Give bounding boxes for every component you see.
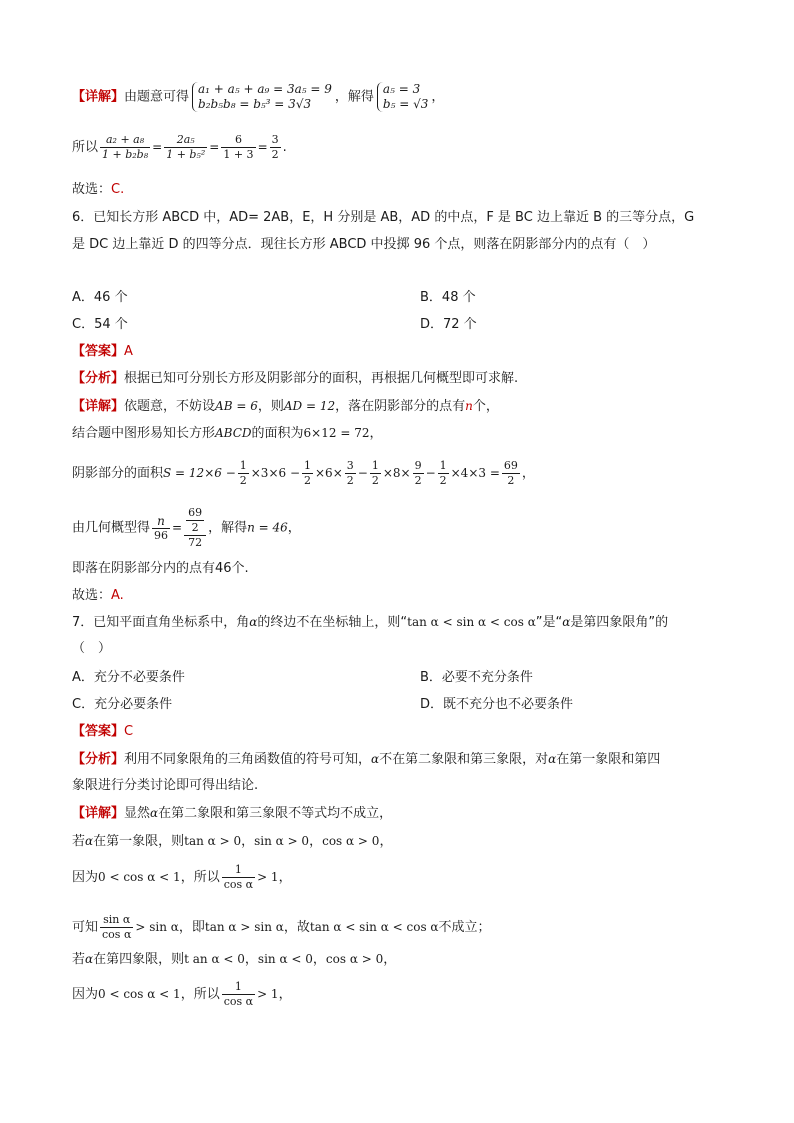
fraction: $\frac{\text{sin α}}{\text{cos α}}$ xyxy=(102,913,132,941)
equation-system xyxy=(192,82,332,112)
q7-stem-line2: （ ） xyxy=(72,641,112,656)
option-a: A．46 个 xyxy=(72,290,128,305)
q7-case4-line: 若α在第四象限，则t an α < 0，sin α < 0，cos α > 0， xyxy=(72,952,397,967)
q7-option-row xyxy=(72,696,574,714)
answer-value: C xyxy=(124,724,134,739)
fraction: $\frac{\text{2a₅}}{\text{1 + b₅²}}$ xyxy=(166,133,206,161)
q6-option-row xyxy=(72,316,477,334)
answer-tag: 【答案】 xyxy=(72,724,125,739)
q7-analysis-line2: 象限进行分类讨论即可得出结论. xyxy=(72,778,259,793)
detail-text: ，解得 xyxy=(334,89,374,105)
answer-tag: 【答案】 xyxy=(72,344,125,359)
q7-stem-line1: 7．已知平面直角坐标系中，角α的终边不在坐标轴上，则“tan α < sin α < cos α”是“α是第四象限角”的 xyxy=(72,615,669,630)
q6-select-line: 故选：A. xyxy=(72,588,124,603)
answer-value: A. xyxy=(111,588,124,603)
fraction: $\frac{69}{2}$ xyxy=(503,459,518,487)
detail-text: 由题意可得 xyxy=(124,89,190,105)
q6-answer-line xyxy=(72,343,133,361)
q7-analysis-line1: 【分析】利用不同象限角的三角函数值的符号可知，α不在第二象限和第三象限，对α在第一象限和第四 xyxy=(72,752,661,767)
system-row: b₅ = √3 xyxy=(382,97,429,111)
fraction: $\frac{\text{a₂ + a₈}}{\text{1 + b₂b₈}}$ xyxy=(102,133,149,161)
q6-option-row xyxy=(72,289,476,307)
detail-tag: 【详解】 xyxy=(72,399,125,414)
fraction: $\frac{9}{2}$ xyxy=(414,459,422,487)
q6-conclusion: 即落在阴影部分内的点有46个. xyxy=(72,561,249,576)
q7-detail-line: 【详解】显然α在第二象限和第三象限不等式均不成立， xyxy=(72,806,393,821)
q7-know-line: 可知 $\frac{\text{sin α}}{\text{cos α}}$ > sin α，即tan α > sin α，故tan α < sin α < cos α不成立； xyxy=(72,913,491,941)
q6-detail-line: 【详解】依题意，不妨设AB = 6，则AD = 12，落在阴影部分的点有n个， xyxy=(72,399,499,414)
q6-prob-line: 由几何概型得 $\frac{n}{96}$ = $\frac{\frac{69}{2}}{72}$ ，解得n = 46， xyxy=(72,506,301,549)
q6-stem-line1: 6．已知长方形 ABCD 中，AD= 2AB，E，H 分别是 AB，AD 的中点，F 是 BC 边上靠近 B 的三等分点，G xyxy=(72,210,695,225)
system-row: a₅ = 3 xyxy=(382,82,421,96)
answer-value: C. xyxy=(111,182,125,197)
solution-system xyxy=(377,82,428,112)
q6-area-line: 结合题中图形易知长方形ABCD的面积为6×12 = 72， xyxy=(72,426,383,441)
so-prefix: 所以 xyxy=(72,140,99,155)
detail-text: ， xyxy=(431,89,445,105)
system-row: a₁ + a₅ + a₉ = 3a₅ = 9 xyxy=(198,82,332,96)
fraction: $\frac{1}{\text{cos α}}$ xyxy=(223,863,254,891)
q6-shade-line: 阴影部分的面积S = 12×6 − $\frac{1}{2}$ ×3×6 − $\frac{1}{2}$ ×6× $\frac{3}{2}$ − $\frac{1}{2}$ ×8× $\frac{9}{2}$ − $\frac{1}{2}$ ×4×3 = $\frac{69}{2}$ ， xyxy=(72,459,535,487)
q7-case1-line: 若α在第一象限，则tan α > 0，sin α > 0，cos α > 0， xyxy=(72,834,393,849)
detail-tag: 【详解】 xyxy=(72,806,125,821)
option-b: B．48 个 xyxy=(420,290,476,305)
nested-fraction: $\frac{\frac{69}{2}}{72}$ xyxy=(184,506,206,550)
q6-stem-line2: 是 DC 边上靠近 D 的四等分点．现往长方形 ABCD 中投掷 96 个点，则落在阴影部分内的点有（ ） xyxy=(72,237,656,252)
option-b: B．必要不充分条件 xyxy=(420,670,533,685)
fraction: $\frac{3}{2}$ xyxy=(346,459,354,487)
option-c: C．54 个 xyxy=(72,317,128,332)
fraction: $\frac{6}{1 + 3}$ xyxy=(223,133,254,161)
fraction: $\frac{1}{2}$ xyxy=(239,459,247,487)
q6-analysis-line xyxy=(72,370,518,388)
option-d: D．72 个 xyxy=(420,317,477,332)
fraction: $\frac{1}{2}$ xyxy=(371,459,379,487)
fraction: $\frac{3}{2}$ xyxy=(271,133,279,161)
answer-prefix: 故选： xyxy=(72,182,112,197)
option-a: A．充分不必要条件 xyxy=(72,670,185,685)
system-row: b₂b₅b₈ = b₅³ = 3√3 xyxy=(198,97,312,111)
q5-detail-line xyxy=(72,82,444,112)
q7-because-line: 因为0 < cos α < 1，所以 $\frac{1}{\text{cos α}}$ > 1， xyxy=(72,863,292,891)
fraction: $\frac{n}{96}$ xyxy=(154,513,169,542)
analysis-text: 根据已知可分别长方形及阴影部分的面积，再根据几何概型即可求解. xyxy=(124,371,519,386)
analysis-tag: 【分析】 xyxy=(72,371,125,386)
q7-option-row xyxy=(72,669,533,687)
q5-so-line: 所以 $\frac{\text{a₂ + a₈}}{\text{1 + b₂b₈}}$ = $\frac{\text{2a₅}}{\text{1 + b₅²}}$ = $\frac{6}{1 + 3}$ = $\frac{3}{2}$ . xyxy=(72,133,287,161)
fraction: $\frac{1}{2}$ xyxy=(439,459,447,487)
fraction: $\frac{1}{2}$ xyxy=(304,459,311,487)
analysis-tag: 【分析】 xyxy=(72,752,125,767)
fraction: $\frac{1}{\text{cos α}}$ xyxy=(223,980,254,1008)
answer-value: A xyxy=(124,344,133,359)
option-c: C．充分必要条件 xyxy=(72,697,173,712)
q7-answer-line xyxy=(72,723,133,741)
detail-tag: 【详解】 xyxy=(72,89,125,105)
q5-answer-line xyxy=(72,181,124,199)
option-d: D．既不充分也不必要条件 xyxy=(420,697,574,712)
q7-because2-line: 因为0 < cos α < 1，所以 $\frac{1}{\text{cos α}}$ > 1， xyxy=(72,980,292,1008)
